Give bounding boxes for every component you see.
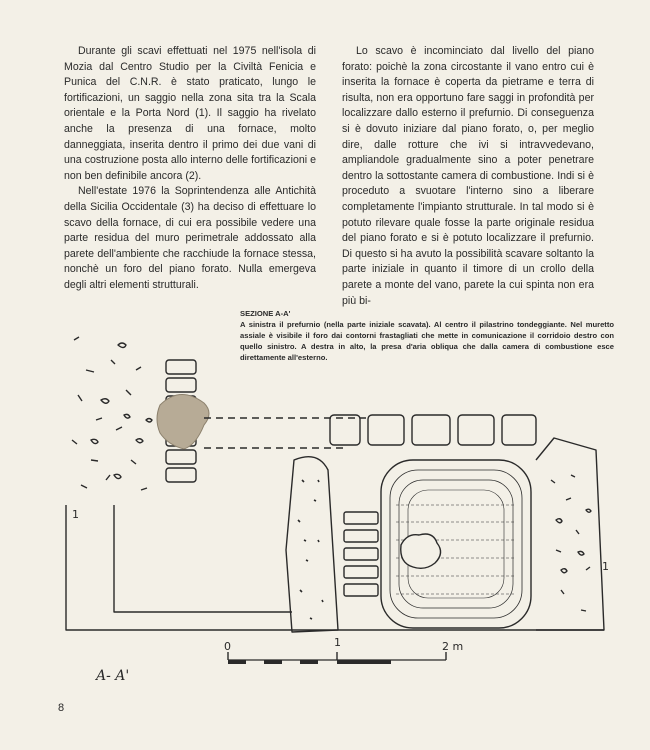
left-text-column <box>64 44 316 294</box>
section-dashed-lines <box>204 418 366 448</box>
scale-label-1: 1 <box>334 636 341 649</box>
specimen-blot <box>157 394 209 449</box>
right-marker: 1 <box>602 560 609 573</box>
floor-profile <box>114 505 292 612</box>
scale-label-0: 0 <box>224 640 231 653</box>
right-text-column <box>342 44 594 309</box>
left-rubble <box>66 328 158 516</box>
middle-slabs <box>344 512 378 596</box>
scale-bar <box>228 652 446 664</box>
central-pillar <box>286 457 338 632</box>
section-label: A- A' <box>96 668 130 684</box>
right-rubble <box>536 438 604 630</box>
caption-text: A sinistra il prefurnio (nella parte iniziale scavata). Al centro il pilastrino tondeggiante. Nel muretto assiale è visibile il foro dai contorni frastagliati che mette in comunicazione il corridoio destro con quello sinistro. A destra in alto, la presa d'aria obliqua che dalla camera di combustione esce direttamente all'esterno. <box>240 320 614 362</box>
combustion-chamber <box>381 460 531 628</box>
scale-label-2m: 2 m <box>442 640 464 653</box>
ragged-hole <box>401 534 441 568</box>
section-drawing <box>56 300 616 700</box>
paragraph: Durante gli scavi effettuati nel 1975 nell'isola di Mozia dal Centro Studio per la Civiltà Fenicia e Punica del C.N.R. è stato praticato, lungo le fortificazioni, un saggio nella zona sita tra la Scala orientale e la Porta Nord (1). Il saggio ha rivelato anche la presenza di una fornace, molto danneggiata, inserita dentro il primo dei due vani di una costruzione posta allo interno delle fortificazioni e non ben definibile ancora (2). <box>64 45 316 182</box>
page-number: 8 <box>58 702 65 714</box>
paragraph: Nell'estate 1976 la Soprintendenza alle Antichità della Sicilia Occidentale (3) ha deciso di effettuare lo scavo della fornace, di cui era possibile vedere una parte residua del muro perimetrale addossato alla parete dell'ambiente che racchiude la fornace stessa, nonchè un foro del piano forato. Nulla emergeva degli altri elementi strutturali. <box>64 185 316 291</box>
paragraph: Lo scavo è incominciato dal livello del piano forato: poichè la zona circostante il vano entro cui è inserita la fornace è coperta da pietrame e terra di risulta, non era opportuno fare saggi in profondità per localizzare dallo esterno il prefurnio. Di conseguenza si è dovuto iniziare dal piano forato, o, per meglio dire, dalle rotture che ivi si intravvedevano, ampliandole gradualmente sino a poter penetrare dentro la sottostante camera di combustione. Indi si è proceduto a svuotare l'interno sino a liberare completamente l'impianto strutturale. In tal modo si è potuto rilevare quale fosse la parte originale residua del piano forato e si è potuto localizzare il prefurnio. Di questo si ha avuto la possibilità scavare soltanto la parte iniziale in quanto il timore di un crollo della parete a monte del vano, parete la cui spinta non era più bi- <box>342 45 594 307</box>
base-outline <box>66 505 604 630</box>
left-marker: 1 <box>72 508 79 521</box>
caption-title: SEZIONE A-A' <box>240 309 291 318</box>
top-blocks <box>330 415 536 445</box>
